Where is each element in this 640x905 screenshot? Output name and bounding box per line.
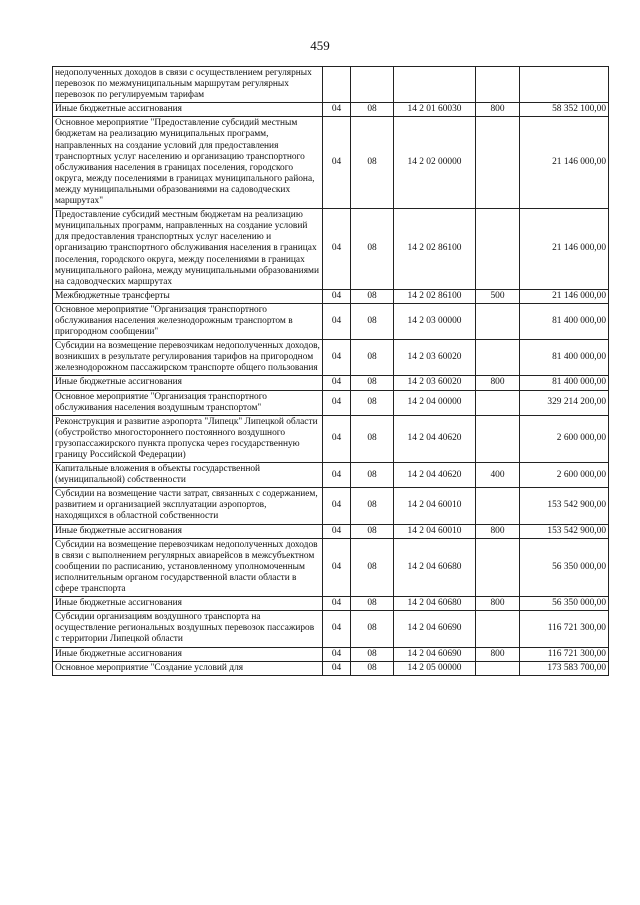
row-section-cell: 04 [323, 463, 351, 488]
row-target-article-cell: 14 2 04 60680 [394, 538, 476, 596]
row-name-cell: Иные бюджетные ассигнования [53, 647, 323, 661]
row-expense-type-cell: 800 [476, 647, 520, 661]
row-name-cell: Основное мероприятие "Организация транспортного обслуживания населения воздушным транспортом" [53, 390, 323, 415]
row-target-article-cell: 14 2 05 00000 [394, 661, 476, 675]
row-name-cell: Субсидии на возмещение перевозчикам недополученных доходов в связи с выполнением регулярных авиарейсов в межсубъектном сообщении по расписанию, установленному уполномоченным исполнительным органом государственной власти области в сфере транспорта [53, 538, 323, 596]
row-section-cell: 04 [323, 647, 351, 661]
row-expense-type-cell: 500 [476, 289, 520, 303]
page-number: 459 [310, 38, 330, 53]
row-name-cell: Основное мероприятие "Создание условий для [53, 661, 323, 675]
row-name-cell: Иные бюджетные ассигнования [53, 597, 323, 611]
row-section-cell: 04 [323, 289, 351, 303]
row-expense-type-cell: 800 [476, 103, 520, 117]
row-section-cell: 04 [323, 376, 351, 390]
row-section-cell: 04 [323, 597, 351, 611]
row-subsection-cell: 08 [351, 415, 394, 462]
row-subsection-cell: 08 [351, 647, 394, 661]
table-row [53, 463, 609, 488]
row-name-cell: Иные бюджетные ассигнования [53, 524, 323, 538]
row-name-cell: Реконструкция и развитие аэропорта "Липецк" Липецкой области (обустройство многостороннего постоянного воздушного грузопассажирского пункта пропуска через государственную границу Российской Федерации) [53, 415, 323, 462]
row-target-article-cell: 14 2 03 00000 [394, 303, 476, 339]
table-row [53, 303, 609, 339]
row-amount-cell: 173 583 700,00 [520, 661, 609, 675]
table-row [53, 117, 609, 209]
row-expense-type-cell [476, 538, 520, 596]
table-row [53, 376, 609, 390]
row-target-article-cell: 14 2 02 86100 [394, 209, 476, 290]
row-amount-cell: 21 146 000,00 [520, 289, 609, 303]
row-section-cell: 04 [323, 661, 351, 675]
row-section-cell: 04 [323, 538, 351, 596]
row-amount-cell: 2 600 000,00 [520, 463, 609, 488]
row-amount-cell: 58 352 100,00 [520, 103, 609, 117]
row-amount-cell: 2 600 000,00 [520, 415, 609, 462]
row-expense-type-cell [476, 303, 520, 339]
row-subsection-cell: 08 [351, 289, 394, 303]
row-name-cell: Субсидии организациям воздушного транспорта на осуществление региональных воздушных перевозок пассажиров с территории Липецкой области [53, 611, 323, 647]
row-section-cell: 04 [323, 303, 351, 339]
row-amount-cell: 329 214 200,00 [520, 390, 609, 415]
row-section-cell: 04 [323, 524, 351, 538]
row-name-cell: Основное мероприятие "Предоставление субсидий местным бюджетам на реализацию муниципальных программ, направленных на создание условий для предоставления транспортных услуг населению и организацию транспортного обслуживания населения в границах поселения, городского округа, между поселениями в границах муниципального района, между муниципальными образованиями на садоводческих маршрутах" [53, 117, 323, 209]
row-section-cell: 04 [323, 209, 351, 290]
table-row [53, 390, 609, 415]
row-subsection-cell: 08 [351, 390, 394, 415]
row-subsection-cell: 08 [351, 376, 394, 390]
row-section-cell [323, 67, 351, 103]
row-name-cell: Субсидии на возмещение перевозчикам недополученных доходов, возникших в результате регулирования тарифов на пригородном железнодорожном пассажирском транспорте общего пользования [53, 340, 323, 376]
row-subsection-cell: 08 [351, 209, 394, 290]
row-amount-cell: 56 350 000,00 [520, 597, 609, 611]
row-subsection-cell: 08 [351, 597, 394, 611]
row-target-article-cell: 14 2 02 86100 [394, 289, 476, 303]
row-target-article-cell [394, 67, 476, 103]
row-target-article-cell: 14 2 04 60690 [394, 611, 476, 647]
table-row [53, 661, 609, 675]
row-subsection-cell: 08 [351, 340, 394, 376]
row-amount-cell: 153 542 900,00 [520, 488, 609, 524]
row-target-article-cell: 14 2 01 60030 [394, 103, 476, 117]
row-amount-cell: 81 400 000,00 [520, 303, 609, 339]
row-expense-type-cell: 800 [476, 597, 520, 611]
row-target-article-cell: 14 2 04 60680 [394, 597, 476, 611]
row-name-cell: Межбюджетные трансферты [53, 289, 323, 303]
row-name-cell: Основное мероприятие "Организация транспортного обслуживания населения железнодорожным транспортом в пригородном сообщении" [53, 303, 323, 339]
row-amount-cell: 56 350 000,00 [520, 538, 609, 596]
row-expense-type-cell [476, 390, 520, 415]
row-expense-type-cell: 400 [476, 463, 520, 488]
row-section-cell: 04 [323, 340, 351, 376]
row-subsection-cell: 08 [351, 538, 394, 596]
row-section-cell: 04 [323, 611, 351, 647]
row-amount-cell: 21 146 000,00 [520, 117, 609, 209]
row-section-cell: 04 [323, 488, 351, 524]
row-name-cell: Субсидии на возмещение части затрат, связанных с содержанием, развитием и организацией эксплуатации аэропортов, находящихся в областной собственности [53, 488, 323, 524]
table-row [53, 67, 609, 103]
table-row [53, 538, 609, 596]
row-target-article-cell: 14 2 04 60010 [394, 524, 476, 538]
row-expense-type-cell [476, 340, 520, 376]
table-row [53, 524, 609, 538]
row-target-article-cell: 14 2 04 00000 [394, 390, 476, 415]
row-name-cell: Иные бюджетные ассигнования [53, 376, 323, 390]
row-amount-cell: 116 721 300,00 [520, 647, 609, 661]
row-target-article-cell: 14 2 03 60020 [394, 376, 476, 390]
row-target-article-cell: 14 2 04 60690 [394, 647, 476, 661]
row-section-cell: 04 [323, 390, 351, 415]
table-row [53, 611, 609, 647]
row-name-cell: недополученных доходов в связи с осуществлением регулярных перевозок по межмуниципальным маршрутам регулярных перевозок по регулируемым тарифам [53, 67, 323, 103]
row-expense-type-cell [476, 415, 520, 462]
row-amount-cell: 153 542 900,00 [520, 524, 609, 538]
row-expense-type-cell [476, 611, 520, 647]
row-section-cell: 04 [323, 103, 351, 117]
table-row [53, 340, 609, 376]
row-subsection-cell: 08 [351, 303, 394, 339]
row-amount-cell: 81 400 000,00 [520, 340, 609, 376]
row-expense-type-cell [476, 67, 520, 103]
row-amount-cell: 116 721 300,00 [520, 611, 609, 647]
budget-table [52, 66, 609, 676]
table-row [53, 289, 609, 303]
row-amount-cell: 21 146 000,00 [520, 209, 609, 290]
row-target-article-cell: 14 2 03 60020 [394, 340, 476, 376]
row-name-cell: Капитальные вложения в объекты государственной (муниципальной) собственности [53, 463, 323, 488]
table-row [53, 415, 609, 462]
row-subsection-cell [351, 67, 394, 103]
row-expense-type-cell: 800 [476, 524, 520, 538]
row-amount-cell: 81 400 000,00 [520, 376, 609, 390]
row-subsection-cell: 08 [351, 661, 394, 675]
row-amount-cell [520, 67, 609, 103]
row-expense-type-cell [476, 117, 520, 209]
row-name-cell: Предоставление субсидий местным бюджетам на реализацию муниципальных программ, направленных на создание условий для предоставления транспортных услуг населению и организацию транспортного обслуживания населения в границах поселения, городского округа, между поселениями в границах муниципального района, между муниципальными образованиями на садоводческих маршрутах [53, 209, 323, 290]
table-row [53, 488, 609, 524]
row-expense-type-cell [476, 209, 520, 290]
row-section-cell: 04 [323, 415, 351, 462]
row-subsection-cell: 08 [351, 488, 394, 524]
row-target-article-cell: 14 2 04 60010 [394, 488, 476, 524]
table-row [53, 209, 609, 290]
row-target-article-cell: 14 2 04 40620 [394, 415, 476, 462]
row-subsection-cell: 08 [351, 103, 394, 117]
row-subsection-cell: 08 [351, 524, 394, 538]
table-row [53, 647, 609, 661]
row-subsection-cell: 08 [351, 611, 394, 647]
row-expense-type-cell: 800 [476, 376, 520, 390]
row-section-cell: 04 [323, 117, 351, 209]
table-row [53, 597, 609, 611]
row-subsection-cell: 08 [351, 463, 394, 488]
row-target-article-cell: 14 2 02 00000 [394, 117, 476, 209]
table-row [53, 103, 609, 117]
row-target-article-cell: 14 2 04 40620 [394, 463, 476, 488]
row-expense-type-cell [476, 488, 520, 524]
budget-table-body [53, 67, 609, 676]
row-subsection-cell: 08 [351, 117, 394, 209]
row-name-cell: Иные бюджетные ассигнования [53, 103, 323, 117]
row-expense-type-cell [476, 661, 520, 675]
